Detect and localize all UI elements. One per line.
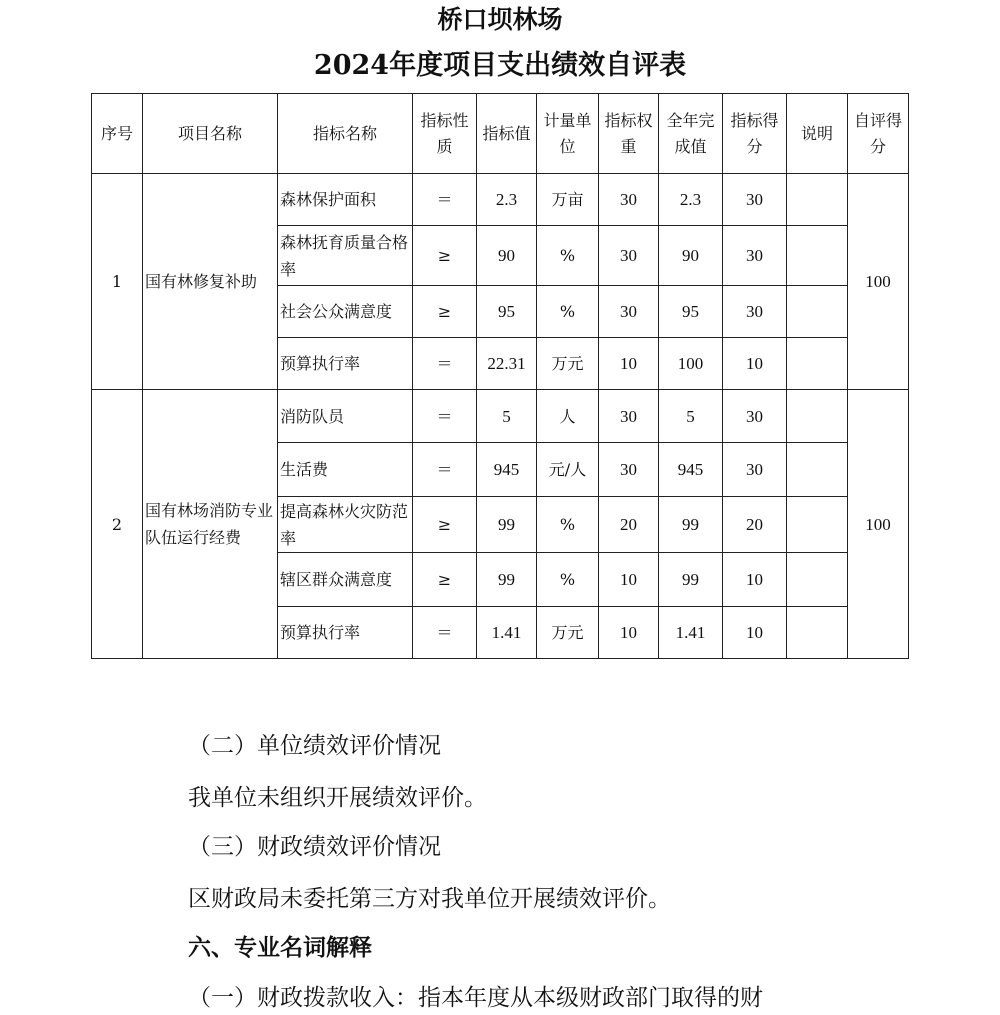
header-value: 指标值 (477, 94, 537, 174)
indicator-unit: 人 (537, 390, 599, 443)
indicator-weight: 30 (599, 286, 659, 338)
table-title: 2024年度项目支出绩效自评表 (313, 50, 687, 81)
indicator-name: 生活费 (278, 443, 413, 497)
indicator-nature: ＝ (413, 338, 477, 390)
indicator-value: 1.41 (477, 607, 537, 659)
indicator-score: 30 (723, 390, 787, 443)
indicator-note (787, 497, 848, 553)
indicator-weight: 10 (599, 553, 659, 607)
indicator-value: 945 (477, 443, 537, 497)
indicator-actual: 2.3 (659, 174, 723, 226)
indicator-name: 预算执行率 (278, 338, 413, 390)
indicator-actual: 90 (659, 226, 723, 286)
indicator-actual: 99 (659, 553, 723, 607)
indicator-name: 提高森林火灾防范率 (278, 497, 413, 553)
table-row (92, 390, 909, 443)
header-seq: 序号 (92, 94, 143, 174)
indicator-weight: 20 (599, 497, 659, 553)
indicator-actual: 99 (659, 497, 723, 553)
indicator-score: 30 (723, 443, 787, 497)
header-actual: 全年完成值 (659, 94, 723, 174)
indicator-score: 20 (723, 497, 787, 553)
section-2-heading: （二）单位绩效评价情况 (188, 733, 441, 759)
indicator-unit: 万元 (537, 338, 599, 390)
header-unit: 计量单位 (537, 94, 599, 174)
indicator-note (787, 607, 848, 659)
header-nature: 指标性质 (413, 94, 477, 174)
indicator-note (787, 286, 848, 338)
indicator-note (787, 174, 848, 226)
indicator-unit: 万亩 (537, 174, 599, 226)
indicator-nature: ＝ (413, 443, 477, 497)
indicator-note (787, 338, 848, 390)
indicator-nature: ≥ (413, 497, 477, 553)
indicator-actual: 5 (659, 390, 723, 443)
section-6-heading: 六、专业名词解释 (188, 934, 372, 961)
indicator-weight: 30 (599, 443, 659, 497)
indicator-value: 95 (477, 286, 537, 338)
indicator-nature: ＝ (413, 174, 477, 226)
section-2-text: 我单位未组织开展绩效评价。 (188, 785, 487, 811)
indicator-weight: 10 (599, 607, 659, 659)
table-header-row (92, 94, 909, 174)
indicator-value: 99 (477, 497, 537, 553)
indicator-nature: ≥ (413, 286, 477, 338)
section-3-text: 区财政局未委托第三方对我单位开展绩效评价。 (188, 886, 671, 912)
project-seq: 1 (92, 174, 143, 390)
indicator-note (787, 443, 848, 497)
indicator-note (787, 553, 848, 607)
indicator-value: 2.3 (477, 174, 537, 226)
indicator-actual: 95 (659, 286, 723, 338)
section-6-item-1: （一）财政拨款收入：指本年度从本级财政部门取得的财 (188, 985, 763, 1011)
indicator-value: 99 (477, 553, 537, 607)
indicator-score: 10 (723, 607, 787, 659)
header-project: 项目名称 (143, 94, 278, 174)
header-weight: 指标权重 (599, 94, 659, 174)
header-note: 说明 (787, 94, 848, 174)
indicator-nature: ≥ (413, 553, 477, 607)
project-name: 国有林修复补助 (143, 174, 278, 390)
indicator-weight: 30 (599, 226, 659, 286)
indicator-nature: ＝ (413, 607, 477, 659)
header-score: 指标得分 (723, 94, 787, 174)
indicator-actual: 1.41 (659, 607, 723, 659)
project-self-score: 100 (848, 174, 909, 390)
indicator-unit: % (537, 497, 599, 553)
indicator-weight: 30 (599, 390, 659, 443)
indicator-unit: % (537, 286, 599, 338)
indicator-name: 社会公众满意度 (278, 286, 413, 338)
document-title: 桥口坝林场 (437, 5, 563, 34)
project-name: 国有林场消防专业队伍运行经费 (143, 390, 278, 659)
indicator-value: 22.31 (477, 338, 537, 390)
indicator-name: 森林抚育质量合格率 (278, 226, 413, 286)
header-indicator: 指标名称 (278, 94, 413, 174)
indicator-score: 30 (723, 174, 787, 226)
indicator-name: 辖区群众满意度 (278, 553, 413, 607)
performance-table (91, 93, 909, 659)
indicator-nature: ＝ (413, 390, 477, 443)
indicator-score: 10 (723, 553, 787, 607)
indicator-actual: 100 (659, 338, 723, 390)
indicator-note (787, 390, 848, 443)
indicator-score: 30 (723, 226, 787, 286)
indicator-value: 5 (477, 390, 537, 443)
indicator-name: 森林保护面积 (278, 174, 413, 226)
indicator-unit: % (537, 553, 599, 607)
header-self-score: 自评得分 (848, 94, 909, 174)
project-self-score: 100 (848, 390, 909, 659)
indicator-score: 10 (723, 338, 787, 390)
indicator-name: 预算执行率 (278, 607, 413, 659)
table-row (92, 174, 909, 226)
indicator-score: 30 (723, 286, 787, 338)
indicator-actual: 945 (659, 443, 723, 497)
indicator-name: 消防队员 (278, 390, 413, 443)
section-3-heading: （三）财政绩效评价情况 (188, 834, 441, 860)
indicator-unit: 元/人 (537, 443, 599, 497)
indicator-weight: 10 (599, 338, 659, 390)
project-seq: 2 (92, 390, 143, 659)
indicator-weight: 30 (599, 174, 659, 226)
indicator-note (787, 226, 848, 286)
indicator-unit: 万元 (537, 607, 599, 659)
indicator-unit: % (537, 226, 599, 286)
indicator-nature: ≥ (413, 226, 477, 286)
indicator-value: 90 (477, 226, 537, 286)
